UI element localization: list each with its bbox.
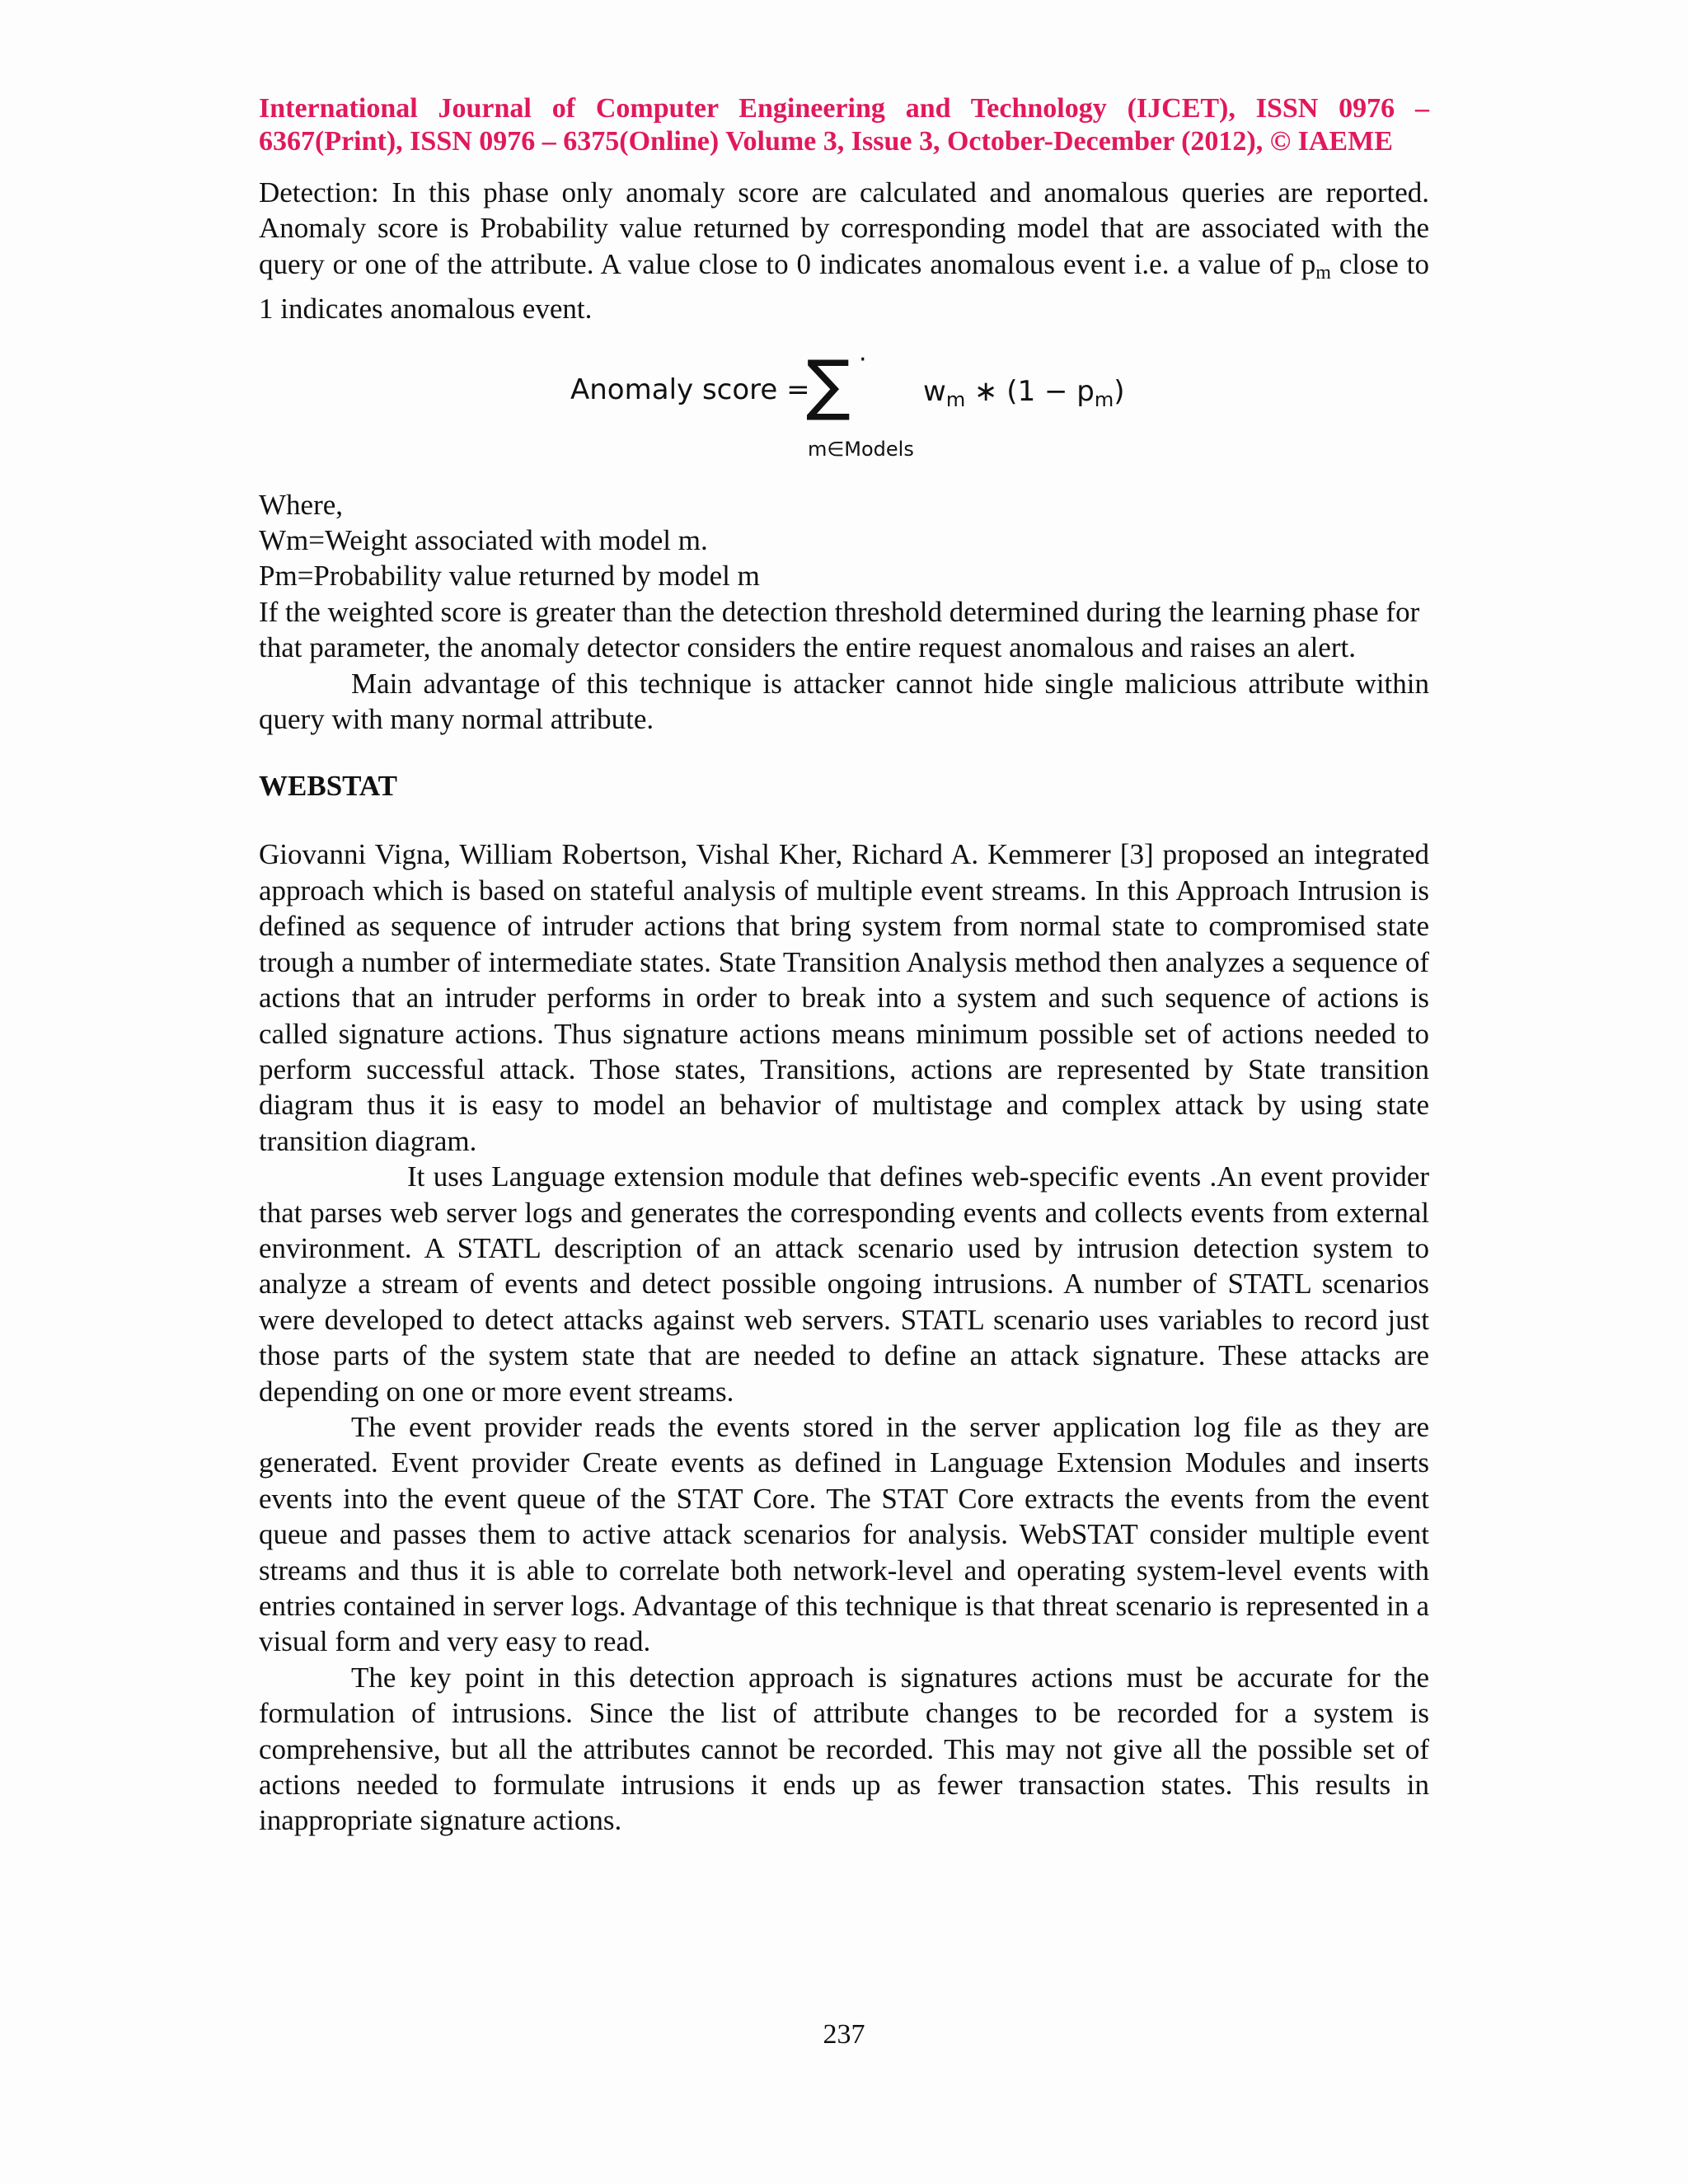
journal-header-line-1: International Journal of Computer Engineering and Technology (IJCET), ISSN 0976 – bbox=[259, 93, 1429, 124]
summation-symbol: ∑ bbox=[806, 345, 851, 423]
webstat-paragraph-2: It uses Language extension module that defines web-specific events .An event provider that parses web server logs and generates the corresponding events and collects events from external environment. A STATL description of an attack scenario used by intrusion detection system to analyze a stream of events and detect possible ongoing intrusions. A number of STATL scenarios were developed to detect attacks against web servers. STATL scenario uses variables to record just those parts of the system state that are needed to define an attack signature. These attacks are depending on one or more event streams. bbox=[259, 1160, 1429, 1408]
section-heading-webstat: WEBSTAT bbox=[259, 770, 397, 803]
journal-header-line-2: 6367(Print), ISSN 0976 – 6375(Online) Volume 3, Issue 3, October-December (2012), © IAEME bbox=[259, 126, 1393, 157]
threshold-paragraph: If the weighted score is greater than the detection threshold determined during the learning phase for that parameter, the anomaly detector considers the entire request anomalous and raises an alert. bbox=[259, 595, 1420, 664]
where-label: Where, bbox=[259, 488, 344, 521]
advantage-paragraph: Main advantage of this technique is attacker cannot hide single malicious attribute within query with many normal attribute. bbox=[259, 667, 1429, 736]
formula-rhs: $w_m$ ∗ $(1 - p_m)$ bbox=[923, 374, 1125, 411]
webstat-paragraph-4: The key point in this detection approach is signatures actions must be accurate for the formulation of intrusions. Since the list of attribute changes to be recorded for a system is comprehensive, but all the attributes cannot be recorded. This may not give all the possible set of actions needed to formulate intrusions it ends up as fewer transaction states. This results in inappropriate signature actions. bbox=[259, 1661, 1429, 1837]
detection-paragraph: Detection: In this phase only anomaly score are calculated and anomalous queries are reported. Anomaly score is Probability value returned by corresponding model that are associated with the query or one of the attribute. A value close to 0 indicates anomalous event i.e. a value of $p_m$ close to 1 indicates anomalous event. bbox=[259, 176, 1429, 326]
journal-header bbox=[259, 92, 1429, 158]
page-body bbox=[259, 92, 1429, 1839]
anomaly-score-formula bbox=[259, 330, 1429, 487]
summation-dot: · bbox=[859, 344, 867, 374]
pm-definition: Pm=Probability value returned by model m bbox=[259, 560, 760, 593]
summation-index: m∈Models bbox=[808, 437, 914, 461]
page-number: 237 bbox=[823, 2019, 865, 2050]
webstat-paragraph-1: Giovanni Vigna, William Robertson, Vishal Kher, Richard A. Kemmerer [3] proposed an integrated approach which is based on stateful analysis of multiple event streams. In this Approach Intrusion is defined as sequence of intruder actions that bring system from normal state to compromised state trough a number of intermediate states. State Transition Analysis method then analyzes a sequence of actions that an intruder performs in order to break into a system and such sequence of actions is called signature actions. Thus signature actions means minimum possible set of actions needed to perform successful attack. Those states, Transitions, actions are represented by State transition diagram thus it is easy to model an behavior of multistage and complex attack by using state transition diagram. bbox=[259, 838, 1429, 1157]
webstat-paragraph-3: The event provider reads the events stored in the server application log file as they are generated. Event provider Create events as defined in Language Extension Modules and inserts events into the event queue of the STAT Core. The STAT Core extracts the events from the event queue and passes them to active attack scenarios for analysis. WebSTAT consider multiple event streams and thus it is able to correlate both network-level and operating system-level events with entries contained in server logs. Advantage of this technique is that threat scenario is represented in a visual form and very easy to read. bbox=[259, 1410, 1429, 1658]
wm-definition: Wm=Weight associated with model m. bbox=[259, 524, 708, 557]
formula-lhs: Anomaly score = bbox=[570, 373, 810, 406]
